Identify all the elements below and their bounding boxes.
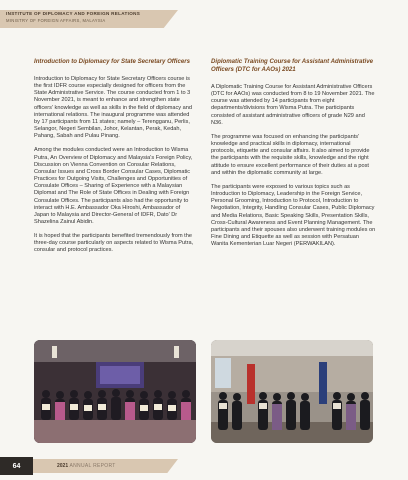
page-number: 64: [0, 457, 33, 475]
group-photo-state-officers: [34, 340, 196, 443]
right-paragraph-1: A Diplomatic Training Course for Assistant Administrative Officers (DTC for AAOs) was conducted from 8 to 19 November 2021. The course was attended by 14 participants from eight departments/divisions from Wisma Putra. The participants consisted of assistant administrative officers of grade N29 and N36.: [211, 84, 375, 126]
right-paragraph-2: The programme was focused on enhancing the participants' knowledge and practical skills in diplomacy, international protocols, etiquette and consular affairs. It also aimed to provide the participants with the requisite skills, knowledge and the right attitude to ensure excellent performance of their duties at a post and within the diplomatic community at large.: [211, 133, 370, 176]
left-article-title: Introduction to Diplomacy for State Secretary Officers: [34, 58, 190, 65]
right-paragraph-3: The participants were exposed to various topics such as Introduction to Diplomacy, Leadership in the Foreign Service, Personal Grooming, Introduction to Protocol, Introduction to Negotiation, Integrity, Handling Consular Cases, Public Diplomacy and Media Relations, Basic Speaking Skills, Presentation Skills, Cross-Cultural Awareness and Event Planning Management. The participants and their spouses also underwent training modules on Fine Dining and Etiquette as well as session with Persatuan Wanita Kementerian Luar Negeri (PERWAKILAN).: [211, 183, 376, 248]
left-article: [34, 58, 196, 262]
right-article-title: Diplomatic Training Course for Assistant Administrative Officers (DTC for AAOs) 2021: [211, 58, 373, 73]
ministry-name: MINISTRY OF FOREIGN AFFAIRS, MALAYSIA: [6, 18, 106, 23]
institute-name: INSTITUTE OF DIPLOMACY AND FOREIGN RELATIONS: [6, 11, 141, 16]
left-paragraph-1: Introduction to Diplomacy for State Secretary Officers course is the first IDFR course especially designed for officers from the State Administrative Service. The course conducted from 1 to 3 November 2021, is meant to enhance and strengthen state officers' knowledge as well as skills in the field of diplomacy and international relations. The inaugural programme was attended by 17 participants from 11 states; namely – Terengganu, Perlis, Selangor, Negeri Sembilan, Johor, Kelantan, Perak, Kedah, Pahang, Sabah and Pulau Pinang.: [34, 76, 192, 140]
annual-report-label: [57, 463, 116, 469]
group-photo-assistant-officers: [211, 340, 373, 443]
report-year: 2021: [57, 463, 69, 469]
left-paragraph-3: It is hoped that the participants benefited tremendously from the three-day course particularly on aspects related to Wisma Putra, consular and protocol practices.: [34, 233, 194, 254]
left-paragraph-2: Among the modules conducted were an Introduction to Wisma Putra, An Overview of Diplomacy and Malaysia's Foreign Policy, Discussion on Vienna Convention on Consular Relations, Consular Issues and Cross Border Consular Cases, Diplomatic Practices for Outgoing Visits, Challenges and Opportunities of Consulate Offices – Sharing of Experience with a Malaysian Diplomat and The Role of State Offices in Dealing with Foreign Consulate Offices. The participants also had the opportunity to interact with H.E. Ambassador Oka Hiroshi, Ambassador of Japan to Malaysia and Director-General of IDFR, Dato' Dr Shazelina Zainul Abidin.: [34, 147, 193, 225]
group-photo-illustration: [34, 340, 196, 443]
group-photo-illustration: [211, 340, 373, 443]
report-title: ANNUAL REPORT: [69, 463, 116, 469]
right-article: [211, 58, 376, 255]
